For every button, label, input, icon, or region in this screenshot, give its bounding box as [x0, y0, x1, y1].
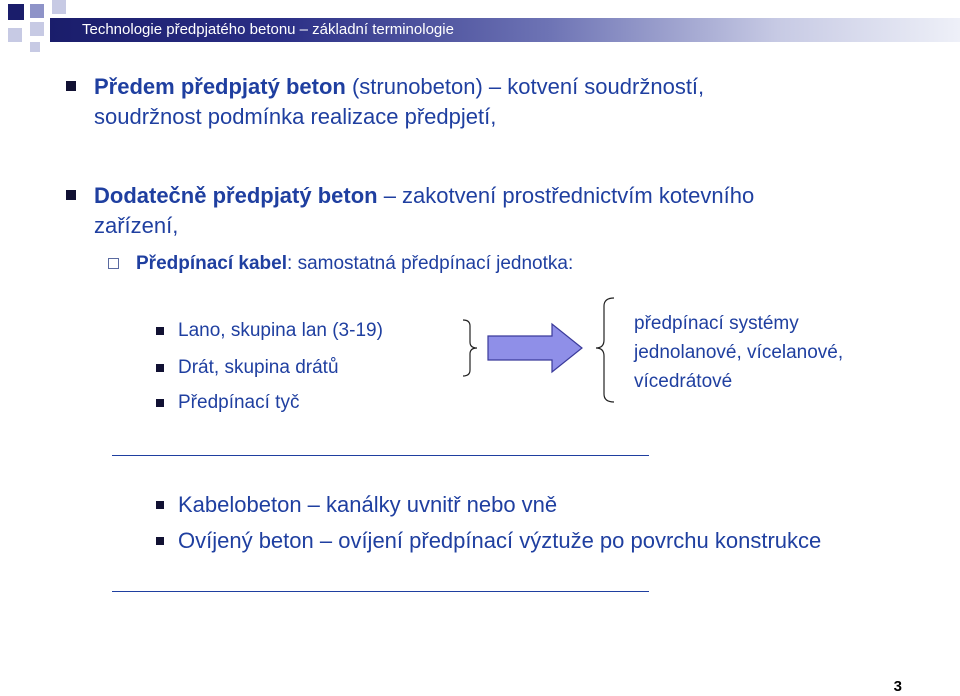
bullet-1-line-2: soudržnost podmínka realizace předpjetí,	[94, 104, 497, 129]
systems-line-1: předpínací systémy	[634, 313, 799, 334]
decor-square	[30, 4, 44, 18]
bullet-marker	[156, 327, 164, 335]
sub-bullet-rest: : samostatná předpínací jednotka:	[287, 253, 574, 274]
bullet-1-line-1	[94, 73, 704, 101]
decor-square	[8, 28, 22, 42]
decor-square	[30, 42, 40, 52]
arrow-right-icon	[486, 322, 586, 374]
cable-type-item: Lano, skupina lan (3-19)	[178, 320, 383, 341]
bottom-bullet-item: Ovíjený beton – ovíjení předpínací výztuže po povrchu konstrukce	[178, 528, 822, 553]
slide-title: Technologie předpjatého betonu – základní terminologie	[82, 21, 454, 38]
systems-line-2: jednolanové, vícelanové,	[634, 342, 844, 363]
bullet-2-term: Dodatečně předpjatý beton	[94, 183, 378, 208]
bullet-1-rest: (strunobeton) – kotvení soudržností,	[345, 74, 705, 99]
systems-line-3: vícedrátové	[634, 371, 733, 392]
bottom-bullet-item: Kabelobeton – kanálky uvnitř nebo vně	[178, 492, 558, 517]
bullet-2-line-2: zařízení,	[94, 213, 179, 238]
bullet-2-line-1	[94, 182, 754, 210]
page-number: 3	[893, 678, 902, 695]
hollow-bullet-marker	[108, 258, 119, 269]
decor-square	[30, 22, 44, 36]
right-brace	[460, 318, 482, 378]
cable-type-item: Předpínací tyč	[178, 392, 300, 413]
separator-line	[112, 455, 649, 456]
bullet-marker	[156, 399, 164, 407]
left-brace	[592, 296, 620, 404]
bullet-marker	[156, 537, 164, 545]
bullet-marker	[156, 501, 164, 509]
decor-square	[8, 4, 24, 20]
bullet-marker	[66, 81, 76, 91]
sub-bullet-term: Předpínací kabel	[136, 253, 288, 274]
bullet-2-rest: – zakotvení prostřednictvím kotevního	[377, 183, 755, 208]
bullet-1-term: Předem předpjatý beton	[94, 74, 346, 99]
bullet-marker	[156, 364, 164, 372]
bullet-marker	[66, 190, 76, 200]
separator-line	[112, 591, 649, 592]
sub-bullet-line	[136, 252, 573, 276]
decor-square	[52, 0, 66, 14]
cable-type-item: Drát, skupina drátů	[178, 357, 339, 378]
